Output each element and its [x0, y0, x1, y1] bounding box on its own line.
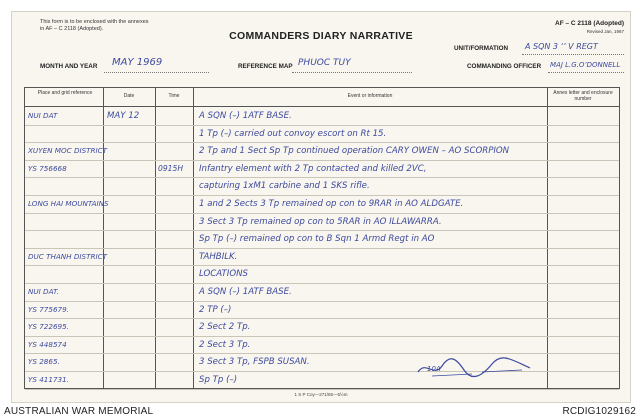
refmap-label: REFERENCE MAP	[238, 63, 293, 70]
row-rule	[25, 248, 619, 249]
col-header-date: Date	[123, 93, 135, 99]
col-header-annex: Annex letter and enclosure number	[553, 90, 613, 102]
unit-value: A SQN 3 ‘’ V REGT	[525, 42, 598, 51]
row-place: YS 775679.	[28, 304, 69, 314]
row-place: YS 756668	[28, 163, 67, 173]
row-rule	[25, 213, 619, 214]
row-place: YS 2865.	[28, 357, 60, 367]
row-event: TAHBILK.	[199, 251, 238, 262]
row-event: Infantry element with 2 Tp contacted and killed 2VC,	[199, 163, 427, 174]
row-place: YS 448574	[28, 339, 67, 349]
refmap-line	[292, 72, 412, 73]
row-rule	[25, 142, 619, 143]
month-label: MONTH AND YEAR	[40, 63, 98, 70]
row-event: LOCATIONS	[199, 269, 248, 280]
archive-credit: AUSTRALIAN WAR MEMORIAL	[4, 406, 154, 417]
refmap-value: PHUOC TUY	[298, 58, 351, 68]
row-rule	[25, 283, 619, 284]
row-event: 2 Tp and 1 Sect Sp Tp continued operation CARY OWEN – AO SCORPION	[199, 146, 510, 157]
row-rule	[25, 301, 619, 302]
row-event: Sp Tp (–)	[199, 375, 238, 385]
unit-line	[522, 54, 624, 55]
signature-text: 10A	[427, 365, 441, 373]
row-event: 3 Sect 3 Tp remained op con to 5RAR in AO ILLAWARRA.	[199, 216, 442, 227]
form-title: COMMANDERS DIARY NARRATIVE	[229, 30, 413, 42]
row-event: 2 Sect 2 Tp.	[199, 322, 251, 333]
officer-line	[548, 72, 624, 73]
diary-table	[24, 87, 620, 389]
row-event: A SQN (–) 1ATF BASE.	[199, 287, 292, 297]
row-event: 3 Sect 3 Tp, FSPB SUSAN.	[199, 357, 310, 368]
row-event: Sp Tp (–) remained op con to B Sqn 1 Armd Regt in AO	[199, 234, 435, 245]
enclosure-note: This form is to be enclosed with the annexes in AF – C 2118 (Adopted).	[40, 19, 149, 32]
col-header-place: Place and grid reference	[37, 90, 93, 96]
row-place: XUYEN MOC DISTRICT	[28, 146, 108, 156]
row-rule	[25, 318, 619, 319]
row-event: 1 Tp (–) carried out convoy escort on Rt 15.	[199, 128, 387, 139]
row-place: NUI DAT.	[28, 287, 59, 296]
row-rule	[25, 177, 619, 178]
row-place: YS 722695.	[28, 322, 69, 332]
col-header-event: Event or information	[347, 93, 393, 99]
archive-id: RCDIG1029162	[562, 406, 636, 417]
row-rule	[25, 195, 619, 196]
row-place: NUI DAT	[28, 111, 58, 120]
row-place: DUC THANH DISTRICT	[28, 251, 108, 261]
row-rule	[25, 230, 619, 231]
col-header-time: Time	[168, 93, 180, 99]
row-event: A SQN (–) 1ATF BASE.	[199, 111, 292, 121]
row-rule	[25, 265, 619, 266]
officer-value: MAJ L.G.O’DONNELL	[550, 61, 621, 69]
row-place: YS 411731.	[28, 375, 69, 384]
row-rule	[25, 160, 619, 161]
row-date: MAY 12	[107, 111, 140, 121]
month-value: MAY 1969	[112, 57, 163, 68]
month-line	[104, 72, 209, 73]
unit-label: UNIT/FORMATION	[454, 45, 509, 52]
row-event: 1 and 2 Sects 3 Tp remained op con to 9RAR in AO ALDGATE.	[199, 199, 464, 209]
row-rule	[25, 336, 619, 337]
form-code: AF – C 2118 (Adopted)	[555, 20, 624, 27]
row-rule	[25, 125, 619, 126]
row-place: LONG HAI MOUNTAINS	[28, 199, 109, 208]
row-event: 2 Sect 3 Tp.	[199, 339, 251, 350]
diary-sheet	[11, 11, 631, 403]
printer-line: 1 S P Coy—271/65—5½m	[294, 392, 348, 397]
officer-label: COMMANDING OFFICER	[467, 63, 542, 70]
row-time: 0915H	[158, 163, 184, 173]
row-event: 2 TP (–)	[199, 304, 232, 315]
row-event: capturing 1xM1 carbine and 1 SKS rifle.	[199, 181, 370, 192]
row-rule	[25, 389, 619, 390]
form-revision: Revised Jan, 1967	[586, 29, 624, 34]
